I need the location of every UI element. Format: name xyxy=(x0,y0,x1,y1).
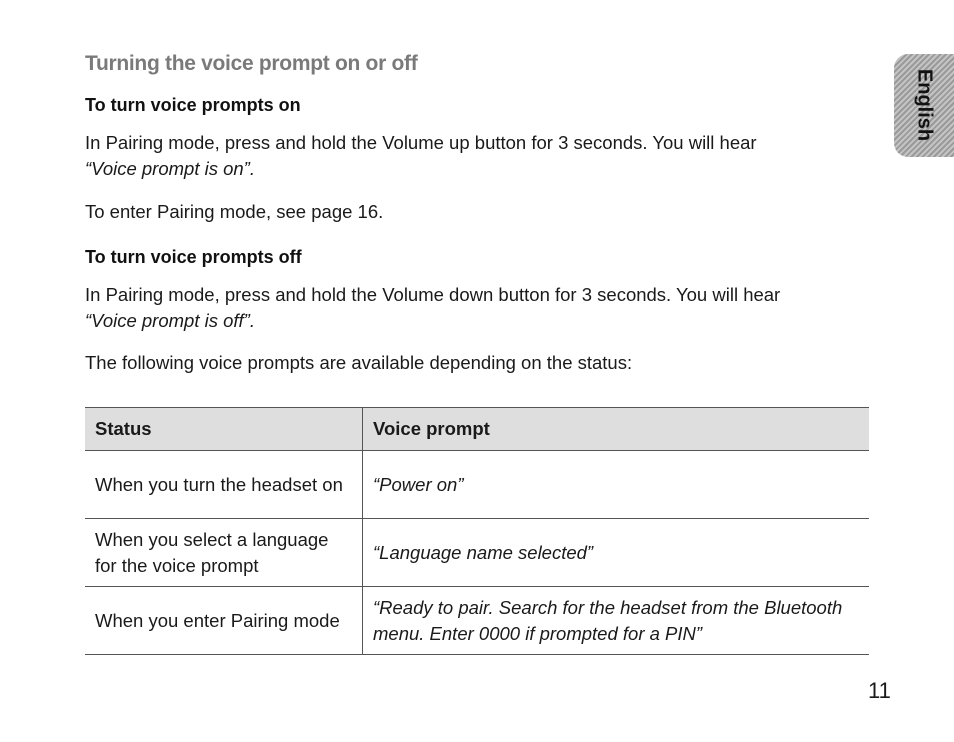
column-header-status: Status xyxy=(85,408,363,451)
table-row xyxy=(85,451,869,519)
voice-prompt-table xyxy=(85,407,869,655)
turn-on-quote: “Voice prompt is on”. xyxy=(85,158,255,179)
page-number: 11 xyxy=(868,678,891,703)
status-cell: When you turn the headset on xyxy=(85,451,363,519)
voice-prompt-cell: “Language name selected” xyxy=(373,541,594,563)
turn-on-instruction-text: In Pairing mode, press and hold the Volume up button for 3 seconds. You will hear xyxy=(85,132,757,153)
turn-off-instruction-text: In Pairing mode, press and hold the Volume down button for 3 seconds. You will hear xyxy=(85,284,781,305)
turn-on-instruction xyxy=(85,130,875,182)
turn-off-quote: “Voice prompt is off”. xyxy=(85,310,255,331)
voice-prompt-cell: “Power on” xyxy=(373,473,464,495)
language-tab xyxy=(894,54,954,157)
status-cell: When you select a language for the voice prompt xyxy=(85,519,363,587)
table-header-row xyxy=(85,408,869,451)
table-row xyxy=(85,519,869,587)
voice-prompt-cell: “Ready to pair. Search for the headset from the Bluetooth menu. Enter 0000 if prompted for a PIN” xyxy=(373,596,843,644)
table-row xyxy=(85,587,869,655)
turn-on-heading: To turn voice prompts on xyxy=(85,95,301,115)
table-intro: The following voice prompts are available depending on the status: xyxy=(85,352,633,373)
turn-off-instruction xyxy=(85,282,875,334)
column-header-voice-prompt: Voice prompt xyxy=(363,408,870,451)
language-tab-label: English xyxy=(913,68,936,142)
turn-off-heading: To turn voice prompts off xyxy=(85,247,302,267)
status-cell: When you enter Pairing mode xyxy=(85,587,363,655)
pairing-mode-note: To enter Pairing mode, see page 16. xyxy=(85,201,384,222)
section-title: Turning the voice prompt on or off xyxy=(85,52,418,75)
